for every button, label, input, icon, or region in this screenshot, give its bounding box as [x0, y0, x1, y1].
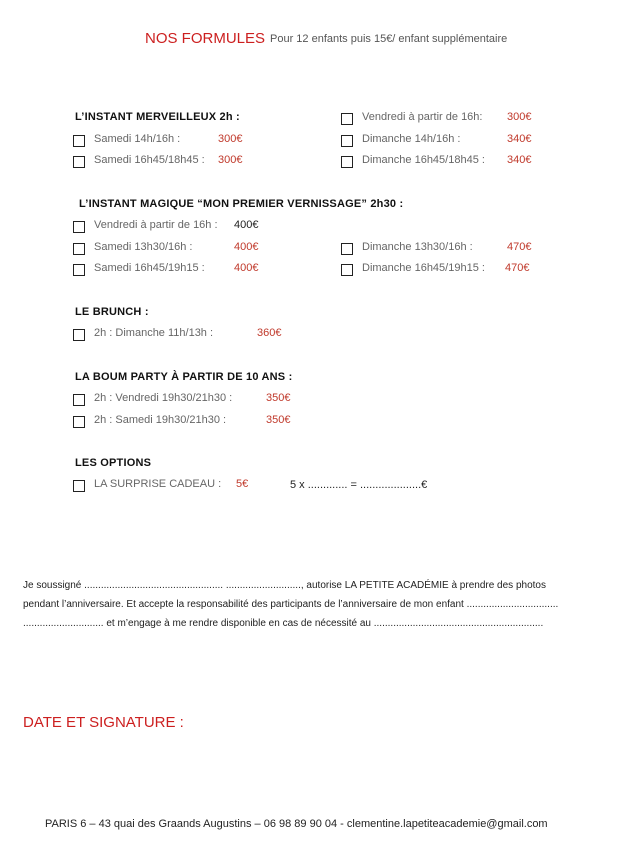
page-subtitle: Pour 12 enfants puis 15€/ enfant supplémentaire: [270, 33, 508, 45]
option-price: 400€: [234, 262, 259, 274]
option-label: Samedi 16h45/19h15 :: [94, 262, 205, 274]
option-label: LA SURPRISE CADEAU :: [94, 478, 222, 490]
section-heading-brunch: LE BRUNCH :: [75, 306, 149, 318]
option-label: Dimanche 16h45/18h45 :: [362, 154, 485, 166]
checkbox-surprise-cadeau[interactable]: [73, 480, 85, 492]
checkbox-magique-samedi-13h30[interactable]: [73, 243, 85, 255]
option-price: 400€: [234, 219, 259, 231]
section-heading-merveilleux: L’INSTANT MERVEILLEUX 2h :: [75, 111, 240, 123]
checkbox-magique-dimanche-16h45[interactable]: [341, 264, 353, 276]
signature-label: DATE ET SIGNATURE :: [23, 714, 184, 731]
checkbox-brunch-dimanche[interactable]: [73, 329, 85, 341]
option-label: Dimanche 16h45/19h15 :: [362, 262, 485, 274]
checkbox-merveilleux-dimanche-14h[interactable]: [341, 135, 353, 147]
option-price: 340€: [507, 133, 532, 145]
option-label: Dimanche 13h30/16h :: [362, 241, 473, 253]
checkbox-magique-samedi-16h45[interactable]: [73, 264, 85, 276]
option-label: 2h : Vendredi 19h30/21h30 :: [94, 392, 233, 404]
option-price: 360€: [257, 327, 282, 339]
option-price: 300€: [218, 133, 243, 145]
page-title: NOS FORMULES: [145, 30, 266, 47]
option-label: Vendredi à partir de 16h :: [94, 219, 218, 231]
option-price: 350€: [266, 414, 291, 426]
option-label: 2h : Dimanche 11h/13h :: [94, 327, 214, 339]
option-price: 470€: [505, 262, 530, 274]
checkbox-boum-samedi[interactable]: [73, 416, 85, 428]
option-price: 470€: [507, 241, 532, 253]
checkbox-merveilleux-vendredi[interactable]: [341, 113, 353, 125]
option-price: 400€: [234, 241, 259, 253]
option-price: 350€: [266, 392, 291, 404]
checkbox-merveilleux-samedi-14h[interactable]: [73, 135, 85, 147]
option-label: 2h : Samedi 19h30/21h30 :: [94, 414, 227, 426]
checkbox-merveilleux-dimanche-16h45[interactable]: [341, 156, 353, 168]
consent-line-3: ............................. et m’engage à me rendre disponible en cas de nécessité au .............................................................: [23, 618, 544, 629]
consent-line-2: pendant l’anniversaire. Et accepte la responsabilité des participants de l’anniversaire de mon enfant .................................: [23, 599, 559, 610]
option-price: 5€: [236, 478, 249, 490]
footer-contact: PARIS 6 – 43 quai des Graands Augustins – 06 98 89 90 04 - clementine.lapetiteacademie@gmail.com: [45, 818, 548, 830]
section-heading-options: LES OPTIONS: [75, 457, 152, 469]
option-label: Samedi 16h45/18h45 :: [94, 154, 205, 166]
checkbox-magique-dimanche-13h30[interactable]: [341, 243, 353, 255]
checkbox-merveilleux-samedi-16h45[interactable]: [73, 156, 85, 168]
option-label: Samedi 14h/16h :: [94, 133, 181, 145]
section-heading-magique: L’INSTANT MAGIQUE “MON PREMIER VERNISSAGE” 2h30 :: [79, 198, 404, 210]
option-label: Samedi 13h30/16h :: [94, 241, 193, 253]
consent-line-1: Je soussigné .................................................. ..........................., autorise LA PETITE ACADÉMIE à prendre des photos: [23, 580, 546, 591]
quantity-formula: 5 x ............. = ....................€: [290, 479, 428, 491]
option-price: 340€: [507, 154, 532, 166]
option-label: Dimanche 14h/16h :: [362, 133, 461, 145]
option-price: 300€: [507, 111, 532, 123]
section-heading-boum: LA BOUM PARTY À PARTIR DE 10 ANS :: [75, 371, 293, 383]
option-label: Vendredi à partir de 16h:: [362, 111, 483, 123]
checkbox-boum-vendredi[interactable]: [73, 394, 85, 406]
option-price: 300€: [218, 154, 243, 166]
checkbox-magique-vendredi[interactable]: [73, 221, 85, 233]
